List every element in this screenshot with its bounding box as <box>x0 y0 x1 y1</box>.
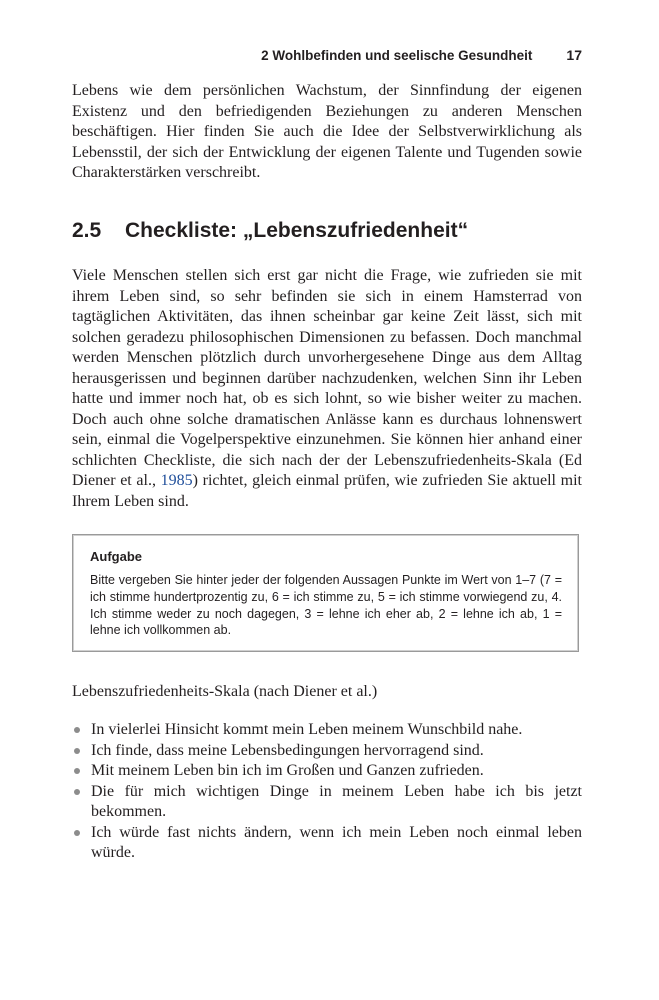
intro-paragraph: Lebens wie dem persönlichen Wachstum, der Sinnfindung der eigenen Existenz und den befriedigenden Beziehungen zu anderen Menschen beschäftigen. Hier finden Sie auch die Idee der Selbstverwirklichung als Lebensstil, der sich der Entwicklung der eigenen Talente und Tugenden sowie Charakterstärken verschreibt. <box>72 82 582 181</box>
bullet-icon <box>74 830 80 836</box>
statement-list <box>72 720 582 864</box>
list-item-text: Ich würde fast nichts ändern, wenn ich mein Leben noch einmal leben würde. <box>91 823 582 861</box>
section-number: 2.5 <box>72 219 102 242</box>
running-header <box>72 47 582 63</box>
section-heading <box>72 219 592 243</box>
main-paragraph-text-end: ) richtet, gleich einmal prüfen, wie zufrieden Sie aktuell mit Ihrem Leben sind. <box>72 472 583 510</box>
scale-label: Lebenszufriedenheits-Skala (nach Diener et al.) <box>72 683 378 700</box>
task-box <box>72 534 579 652</box>
list-item <box>72 782 582 823</box>
citation-link[interactable]: 1985 <box>160 472 193 489</box>
list-item <box>72 741 582 762</box>
list-item-text: Die für mich wichtigen Dinge in meinem Leben habe ich bis jetzt bekommen. <box>91 782 582 820</box>
chapter-title: 2 Wohlbefinden und seelische Gesundheit <box>261 48 533 63</box>
list-item-text: Ich finde, dass meine Lebensbedingungen hervorragend sind. <box>91 741 484 759</box>
list-item-text: Mit meinem Leben bin ich im Großen und Ganzen zufrieden. <box>91 762 484 779</box>
bullet-icon <box>74 748 80 754</box>
list-item <box>72 761 582 782</box>
main-paragraph <box>72 266 582 512</box>
bullet-icon <box>74 768 80 774</box>
page-number: 17 <box>566 47 582 63</box>
section-title: Checkliste: „Lebenszufriedenheit“ <box>125 219 469 242</box>
list-item-text: In vielerlei Hinsicht kommt mein Leben meinem Wunschbild nahe. <box>91 721 523 738</box>
list-item <box>72 823 582 864</box>
task-box-text: Bitte vergeben Sie hinter jeder der folgenden Aussagen Punkte im Wert von 1–7 (7 = ich stimme hundertprozentig zu, 6 = ich stimme zu, 5 = ich stimme vorwiegend zu, 4. Ich stimme weder zu noch dagegen, 3 = lehne ich eher ab, 2 = lehne ich ab, 1 = lehne ich vollkommen ab. <box>90 573 562 638</box>
task-box-title: Aufgabe <box>90 549 142 564</box>
list-item <box>72 720 582 741</box>
main-paragraph-text: Viele Menschen stellen sich erst gar nicht die Frage, wie zufrieden sie mit ihrem Leben sind, so sehr befinden sie sich in einem Hamsterrad von tagtäglichen Aktivitäten, das ihnen scheinbar gar keine Zeit lässt, sich mit solchen geradezu philosophischen Dimensionen zu befassen. Doch manchmal werden Menschen plötzlich durch unvorhergesehene Dinge aus dem Alltag herausgerissen und beginnen darüber nachzudenken, welchen Sinn ihr Leben hatte und immer noch hat, ob es sich lohnt, so wie bisher weiter zu machen. Doch auch ohne solche dramatischen Anlässe kann es durchaus lohnenswert sein, einmal die Vogelperspektive einzunehmen. Sie können hier anhand einer schlichten Checkliste, die sich nach der der Lebenszufriedenheits-Skala (Ed Diener et al., <box>72 267 582 489</box>
bullet-icon <box>74 727 80 733</box>
bullet-icon <box>74 789 80 795</box>
